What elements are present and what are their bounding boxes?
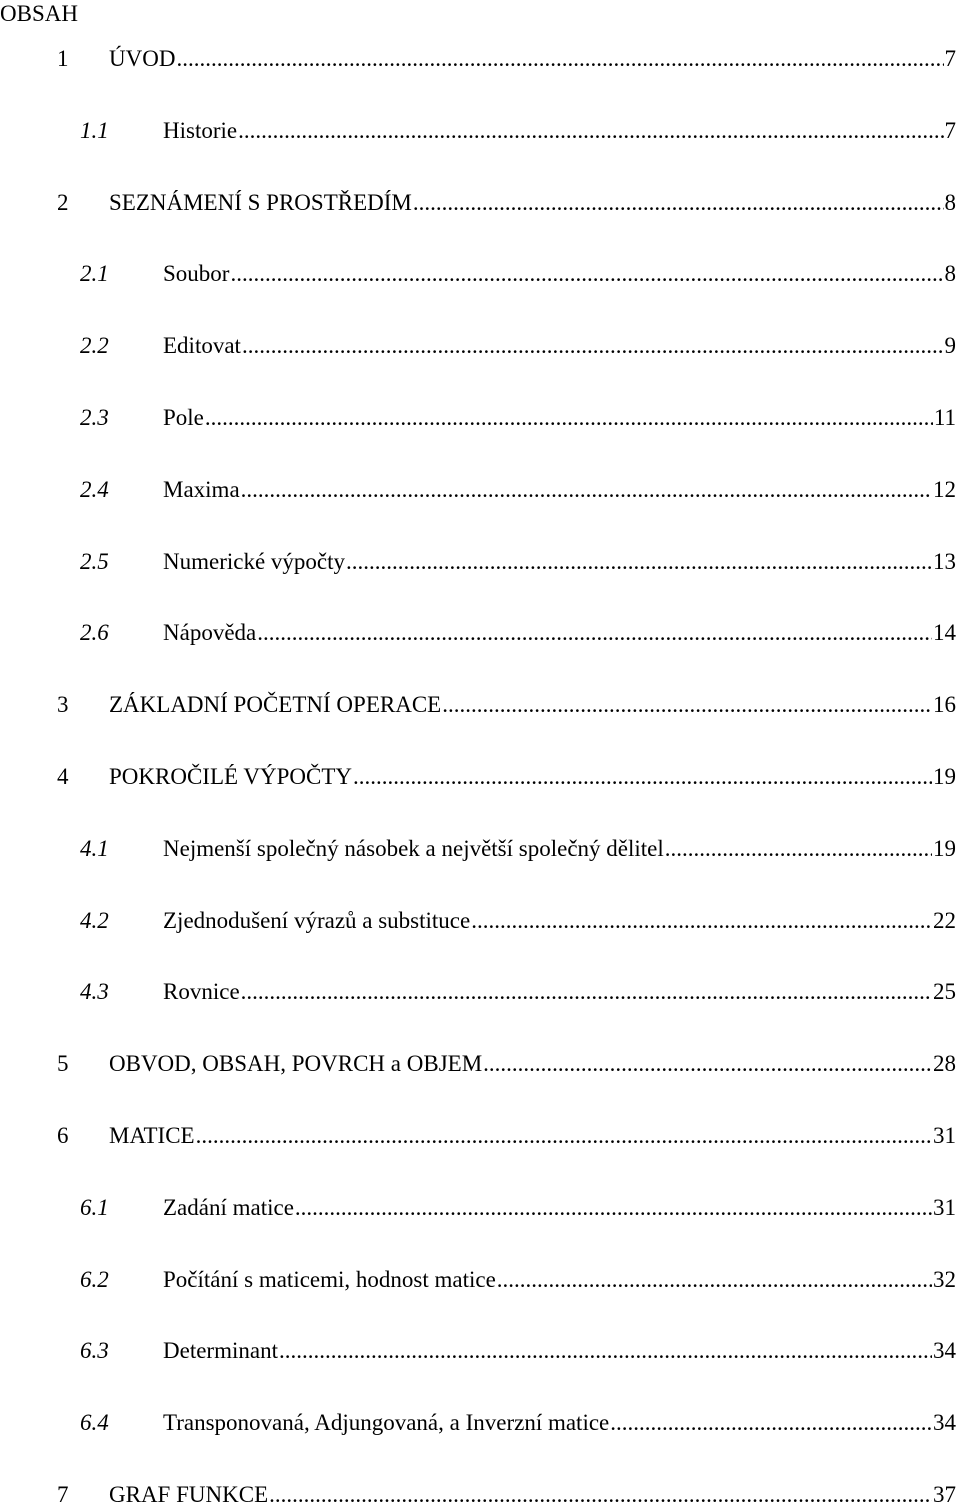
toc-dot-leader bbox=[242, 331, 944, 361]
toc-entry-line bbox=[163, 116, 956, 146]
toc-entry-line bbox=[109, 690, 956, 720]
toc-entry[interactable] bbox=[0, 188, 960, 218]
toc-entry-page: 9 bbox=[944, 333, 956, 358]
toc-entry-line bbox=[163, 834, 956, 864]
toc-entry-title[interactable]: Nejmenší společný násobek a největší společný dělitel bbox=[163, 836, 664, 861]
toc-entry[interactable] bbox=[0, 834, 960, 864]
toc-entry-number: 5 bbox=[57, 1051, 69, 1076]
toc-entry[interactable] bbox=[0, 906, 960, 936]
toc-entry[interactable] bbox=[0, 762, 960, 792]
toc-entry-line bbox=[109, 44, 956, 74]
toc-entry-page: 28 bbox=[933, 1051, 956, 1076]
toc-entry[interactable] bbox=[0, 44, 960, 74]
toc-entry-number: 6.1 bbox=[80, 1195, 109, 1220]
toc-entry-page: 19 bbox=[933, 836, 956, 861]
toc-dot-leader bbox=[610, 1408, 932, 1438]
toc-entry-number: 1 bbox=[57, 46, 69, 71]
toc-entry-page: 37 bbox=[933, 1482, 956, 1507]
toc-entry-number: 6.4 bbox=[80, 1410, 109, 1435]
toc-entry[interactable] bbox=[0, 1480, 960, 1510]
toc-dot-leader bbox=[442, 690, 932, 720]
toc-entry[interactable] bbox=[0, 547, 960, 577]
toc-entry-number: 6.2 bbox=[80, 1267, 109, 1292]
toc-entry-page: 22 bbox=[933, 908, 956, 933]
toc-entry-page: 32 bbox=[933, 1267, 956, 1292]
toc-dot-leader bbox=[413, 188, 944, 218]
toc-entry[interactable] bbox=[0, 1049, 960, 1079]
toc-entry-page: 34 bbox=[933, 1410, 956, 1435]
toc-entry-title[interactable]: Determinant bbox=[163, 1338, 278, 1363]
toc-entry[interactable] bbox=[0, 1193, 960, 1223]
toc-dot-leader bbox=[269, 1480, 932, 1510]
toc-dot-leader bbox=[238, 116, 943, 146]
toc-entry[interactable] bbox=[0, 690, 960, 720]
toc-entry-number: 2.3 bbox=[80, 405, 109, 430]
toc-entry-title[interactable]: Nápověda bbox=[163, 620, 257, 645]
toc-entry-page: 8 bbox=[944, 261, 956, 286]
toc-dot-leader bbox=[176, 44, 943, 74]
toc-entry-line bbox=[109, 188, 956, 218]
toc-entry[interactable] bbox=[0, 475, 960, 505]
toc-entry-title[interactable]: Maxima bbox=[163, 477, 240, 502]
toc-entry[interactable] bbox=[0, 331, 960, 361]
toc-dot-leader bbox=[295, 1193, 932, 1223]
toc-heading: OBSAH bbox=[0, 1, 78, 26]
toc-entry-line bbox=[163, 1265, 956, 1295]
toc-entry-title[interactable]: OBVOD, OBSAH, POVRCH a OBJEM bbox=[109, 1051, 483, 1076]
toc-entry[interactable] bbox=[0, 618, 960, 648]
toc-entry-line bbox=[163, 475, 956, 505]
toc-entry-title[interactable]: SEZNÁMENÍ S PROSTŘEDÍM bbox=[109, 190, 412, 215]
toc-entry-line bbox=[109, 762, 956, 792]
toc-entry-line bbox=[163, 1336, 956, 1366]
toc-dot-leader bbox=[346, 547, 932, 577]
toc-dot-leader bbox=[353, 762, 932, 792]
toc-entry-page: 16 bbox=[933, 692, 956, 717]
toc-entry-number: 4.1 bbox=[80, 836, 109, 861]
toc-dot-leader bbox=[230, 259, 943, 289]
toc-entry-line bbox=[163, 1408, 956, 1438]
toc-entry-title[interactable]: Soubor bbox=[163, 261, 230, 286]
toc-dot-leader bbox=[241, 475, 932, 505]
toc-entry-line bbox=[163, 547, 956, 577]
toc-entry-number: 4.3 bbox=[80, 979, 109, 1004]
toc-entry-title[interactable]: Historie bbox=[163, 118, 238, 143]
toc-entry-title[interactable]: Zjednodušení výrazů a substituce bbox=[163, 908, 471, 933]
toc-entry-number: 6 bbox=[57, 1123, 69, 1148]
toc-entry-number: 4 bbox=[57, 764, 69, 789]
toc-entry-page: 25 bbox=[933, 979, 956, 1004]
toc-entry-title[interactable]: Zadání matice bbox=[163, 1195, 294, 1220]
toc-entry-page: 7 bbox=[944, 46, 956, 71]
toc-dot-leader bbox=[483, 1049, 932, 1079]
toc-entry[interactable] bbox=[0, 1408, 960, 1438]
toc-entry-line bbox=[109, 1121, 956, 1151]
toc-entry-line bbox=[163, 1193, 956, 1223]
toc-entry-title[interactable]: ÚVOD bbox=[109, 46, 176, 71]
toc-entry[interactable] bbox=[0, 259, 960, 289]
toc-entry-page: 34 bbox=[933, 1338, 956, 1363]
toc-entry-page: 14 bbox=[933, 620, 956, 645]
toc-entry-number: 1.1 bbox=[80, 118, 109, 143]
toc-entry-title[interactable]: ZÁKLADNÍ POČETNÍ OPERACE bbox=[109, 692, 442, 717]
toc-entry-page: 8 bbox=[944, 190, 956, 215]
toc-entry-line bbox=[163, 977, 956, 1007]
toc-entry-line bbox=[163, 618, 956, 648]
toc-entry-line bbox=[109, 1480, 956, 1510]
toc-entry-number: 7 bbox=[57, 1482, 69, 1507]
toc-entry-page: 7 bbox=[944, 118, 956, 143]
toc-entry-title[interactable]: MATICE bbox=[109, 1123, 195, 1148]
toc-entry-line bbox=[163, 403, 956, 433]
toc-entry-line bbox=[109, 1049, 956, 1079]
toc-dot-leader bbox=[205, 403, 933, 433]
toc-entry-line bbox=[163, 331, 956, 361]
toc-dot-leader bbox=[497, 1265, 932, 1295]
toc-entry[interactable] bbox=[0, 1336, 960, 1366]
toc-entry[interactable] bbox=[0, 1265, 960, 1295]
toc-entry-number: 3 bbox=[57, 692, 69, 717]
toc-entry-title[interactable]: Numerické výpočty bbox=[163, 549, 346, 574]
toc-entry-page: 13 bbox=[933, 549, 956, 574]
toc-entry[interactable] bbox=[0, 403, 960, 433]
toc-entry-page: 31 bbox=[933, 1195, 956, 1220]
toc-dot-leader bbox=[257, 618, 932, 648]
toc-entry-page: 12 bbox=[933, 477, 956, 502]
toc-entry-title[interactable]: Rovnice bbox=[163, 979, 240, 1004]
toc-entry-title[interactable]: Pole bbox=[163, 405, 204, 430]
toc-entry-title[interactable]: Počítání s maticemi, hodnost matice bbox=[163, 1267, 496, 1292]
toc-entry-page: 11 bbox=[933, 405, 956, 430]
toc-entry-number: 2.5 bbox=[80, 549, 109, 574]
toc-entry-page: 31 bbox=[933, 1123, 956, 1148]
toc-entry-line bbox=[163, 259, 956, 289]
toc-entry-number: 2.1 bbox=[80, 261, 109, 286]
toc-entry-title[interactable]: POKROČILÉ VÝPOČTY bbox=[109, 764, 353, 789]
toc-entry-number: 6.3 bbox=[80, 1338, 109, 1363]
toc-entry[interactable] bbox=[0, 116, 960, 146]
toc-entry-title[interactable]: Editovat bbox=[163, 333, 241, 358]
toc-entry-number: 2.4 bbox=[80, 477, 109, 502]
toc-entry-number: 2 bbox=[57, 190, 69, 215]
toc-dot-leader bbox=[471, 906, 932, 936]
toc-dot-leader bbox=[665, 834, 932, 864]
toc-entry-title[interactable]: Transponovaná, Adjungovaná, a Inverzní matice bbox=[163, 1410, 610, 1435]
toc-entry[interactable] bbox=[0, 977, 960, 1007]
toc-dot-leader bbox=[241, 977, 932, 1007]
toc-entry-number: 2.2 bbox=[80, 333, 109, 358]
toc-entry-page: 19 bbox=[933, 764, 956, 789]
toc-dot-leader bbox=[279, 1336, 932, 1366]
toc-entry-number: 2.6 bbox=[80, 620, 109, 645]
toc-dot-leader bbox=[196, 1121, 932, 1151]
toc-entry-title[interactable]: GRAF FUNKCE bbox=[109, 1482, 269, 1507]
toc-entry[interactable] bbox=[0, 1121, 960, 1151]
toc-entry-number: 4.2 bbox=[80, 908, 109, 933]
toc-entry-line bbox=[163, 906, 956, 936]
